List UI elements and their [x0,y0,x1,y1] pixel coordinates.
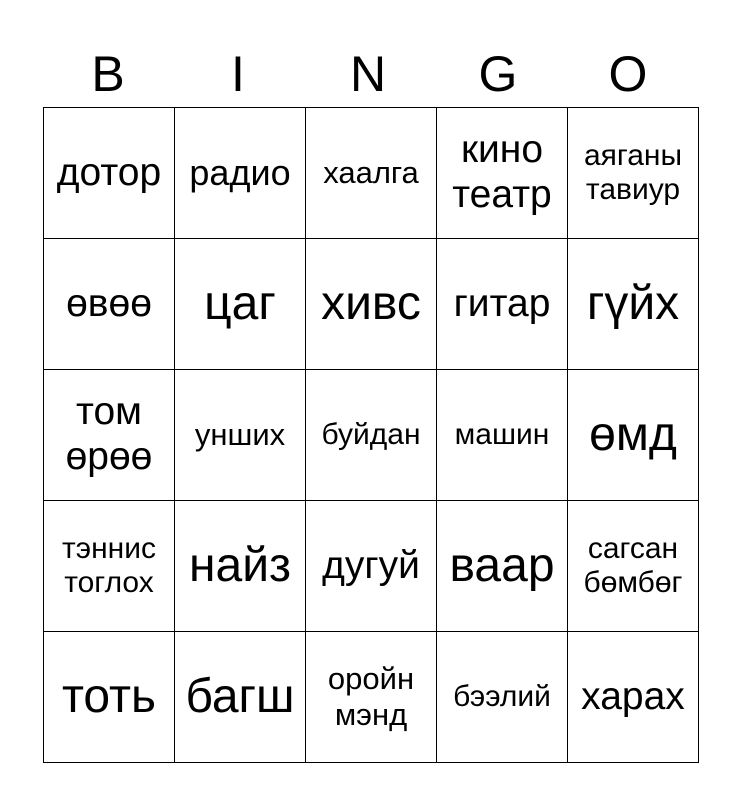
board-row [44,632,699,763]
bingo-cell[interactable] [44,370,175,501]
cell-text: цаг [204,277,276,331]
header-letter-i: I [231,46,245,102]
bingo-cell[interactable] [568,501,699,632]
cell-text: том өрөө [65,390,153,478]
cell-text: кино театр [452,128,552,216]
bingo-cell[interactable] [568,632,699,763]
cell-text: өмд [589,408,677,462]
cell-text: өвөө [66,281,152,325]
bingo-cell[interactable] [306,501,437,632]
cell-text: найз [188,539,292,593]
bingo-cell[interactable] [44,239,175,370]
board-row [44,501,699,632]
cell-text: радио [189,152,291,194]
cell-text: тэннис тоглох [62,531,156,599]
bingo-cell[interactable] [44,632,175,763]
cell-text: ваар [449,539,555,593]
bingo-cell[interactable] [306,239,437,370]
bingo-cell[interactable] [175,632,306,763]
bingo-cell[interactable] [437,632,568,763]
bingo-cell[interactable] [437,108,568,239]
bingo-cell[interactable] [306,370,437,501]
board-row [44,370,699,501]
cell-text: харах [581,674,685,718]
cell-text: дугуй [322,543,420,587]
bingo-cell[interactable] [568,239,699,370]
cell-text: хивс [321,277,421,331]
cell-text: машин [454,417,550,451]
bingo-cell[interactable] [306,108,437,239]
board-row [44,239,699,370]
cell-text: тоть [61,670,157,724]
bingo-cell[interactable] [437,501,568,632]
header-letter-n: N [349,46,387,102]
header-letter-b: B [91,46,125,102]
cell-text: унших [194,417,286,453]
cell-text: бээлий [453,679,551,713]
cell-text: оройн мэнд [327,661,415,732]
header-letter-o: O [608,46,648,102]
bingo-board [43,107,699,763]
cell-text: дотор [56,150,162,194]
bingo-cell[interactable] [568,108,699,239]
bingo-cell[interactable] [175,370,306,501]
bingo-cell[interactable] [175,239,306,370]
bingo-cell[interactable] [175,108,306,239]
bingo-cell[interactable] [437,370,568,501]
bingo-cell[interactable] [44,108,175,239]
cell-text: багш [185,670,295,724]
cell-text: сагсан бөмбөг [583,531,683,599]
bingo-cell[interactable] [437,239,568,370]
bingo-header [43,42,693,106]
cell-text: гитар [453,281,551,325]
header-letter-g: G [478,46,518,102]
bingo-cell[interactable] [568,370,699,501]
cell-text: буйдан [321,417,421,451]
bingo-cell[interactable] [306,632,437,763]
cell-text: хаалга [323,155,419,191]
board-row [44,108,699,239]
cell-text: гүйх [586,277,680,331]
cell-text: аяганы тавиур [583,138,683,206]
bingo-cell[interactable] [175,501,306,632]
bingo-cell[interactable] [44,501,175,632]
